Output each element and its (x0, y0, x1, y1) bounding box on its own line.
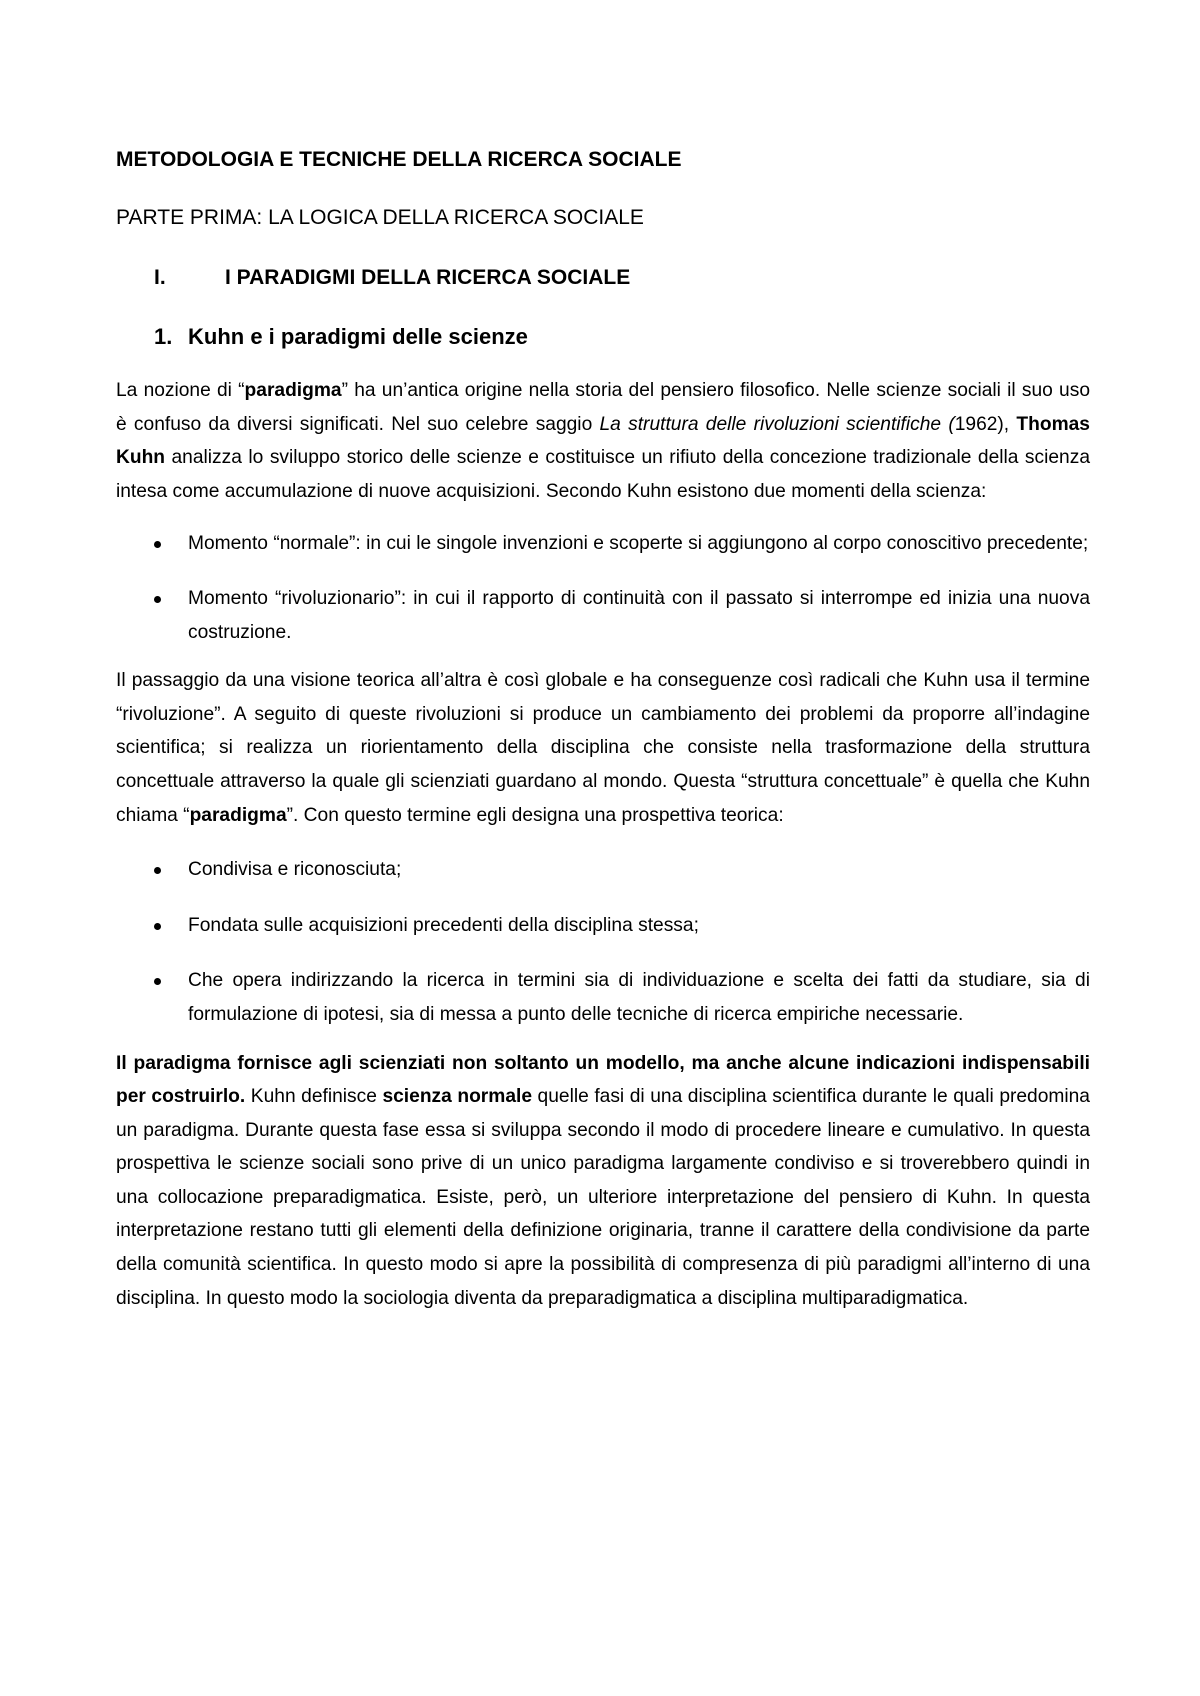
list-item (116, 964, 1090, 1031)
section-number: 1. (154, 324, 173, 349)
document-page (116, 145, 1090, 1315)
bullet-icon (154, 541, 161, 548)
paradigm-properties-list (116, 853, 1090, 1031)
bullet-icon (154, 596, 161, 603)
document-title: METODOLOGIA E TECNICHE DELLA RICERCA SOCIALE (116, 148, 682, 171)
list-item-text: Fondata sulle acquisizioni precedenti della disciplina stessa; (188, 914, 699, 936)
list-item-text: Condivisa e riconosciuta; (188, 859, 402, 881)
list-item (116, 527, 1090, 561)
chapter-number: I. (154, 266, 166, 289)
bullet-icon (154, 923, 161, 930)
paragraph-paradigm-intro (116, 374, 1090, 508)
bold-statement: Il paradigma fornisce agli scienziati non soltanto un modello, ma anche alcune indicazioni indispensabili per costruirlo. (116, 1052, 1090, 1108)
text-run: ” ha un’antica origine nella storia del pensiero filosofico. Nelle scienze sociali il suo uso è confuso da diversi significati. Nel suo celebre saggio (116, 380, 1090, 435)
text-run: 1962), (954, 413, 1017, 435)
list-item (116, 853, 1090, 887)
science-moments-list (116, 527, 1090, 649)
bold-term: paradigma (244, 380, 342, 401)
author-name: Thomas Kuhn (116, 413, 1090, 469)
bullet-icon (154, 867, 161, 874)
bold-term: paradigma (189, 804, 287, 826)
section-heading (116, 322, 1090, 352)
text-run: Kuhn definisce (245, 1086, 383, 1108)
part-heading: PARTE PRIMA: LA LOGICA DELLA RICERCA SOCIALE (116, 206, 644, 229)
paragraph-revolution (116, 664, 1090, 832)
bold-term: scienza normale (382, 1086, 532, 1108)
bullet-icon (154, 978, 161, 985)
list-item-text: Momento “normale”: in cui le singole invenzioni e scoperte si aggiungono al corpo conoscitivo precedente; (188, 533, 1089, 555)
chapter-heading (116, 263, 1090, 293)
list-item-text: Che opera indirizzando la ricerca in termini sia di individuazione e scelta dei fatti da studiare, sia di formulazione di ipotesi, sia di messa a punto delle tecniche di ricerca empiriche necessarie. (188, 970, 1090, 1025)
book-title: La struttura delle rivoluzioni scientifiche ( (599, 413, 955, 435)
text-run: analizza lo sviluppo storico delle scienze e costituisce un rifiuto della concezione tradizionale della scienza intesa come accumulazione di nuove acquisizioni. Secondo Kuhn esistono due momenti della scienza: (116, 447, 1090, 502)
text-run: ”. Con questo termine egli designa una prospettiva teorica: (286, 804, 784, 826)
paragraph-normal-science (116, 1047, 1090, 1316)
text-run: Il passaggio da una visione teorica all’altra è così globale e ha conseguenze così radicali che Kuhn usa il termine “rivoluzione”. A seguito di queste rivoluzioni si produce un cambiamento dei problemi da proporre all’indagine scientifica; si realizza un riorientamento della disciplina che consiste nella trasformazione della struttura concettuale attraverso la quale gli scienziati guardano al mondo. Questa “struttura concettuale” è quella che Kuhn chiama “ (116, 670, 1090, 826)
list-item-text: Momento “rivoluzionario”: in cui il rapporto di continuità con il passato si interrompe ed inizia una nuova costruzione. (188, 587, 1090, 643)
list-item (116, 582, 1090, 649)
text-run: La nozione di “ (116, 380, 245, 401)
section-title: Kuhn e i paradigmi delle scienze (188, 324, 528, 349)
text-run: quelle fasi di una disciplina scientifica durante le quali predomina un paradigma. Durante questa fase essa si sviluppa secondo il modo di procedere lineare e cumulativo. In questa prospettiva le scienze sociali sono prive di un unico paradigma largamente condiviso e si troverebbero quindi in una collocazione preparadigmatica. Esiste, però, un ulteriore interpretazione del pensiero di Kuhn. In questa interpretazione restano tutti gli elementi della definizione originaria, tranne il carattere della condivisione da parte della comunità scientifica. In questo modo si apre la possibilità di compresenza di più paradigmi all’interno di una disciplina. In questo modo la sociologia diventa da preparadigmatica a disciplina multiparadigmatica. (116, 1086, 1090, 1309)
list-item (116, 909, 1090, 943)
chapter-title: I PARADIGMI DELLA RICERCA SOCIALE (225, 266, 631, 289)
